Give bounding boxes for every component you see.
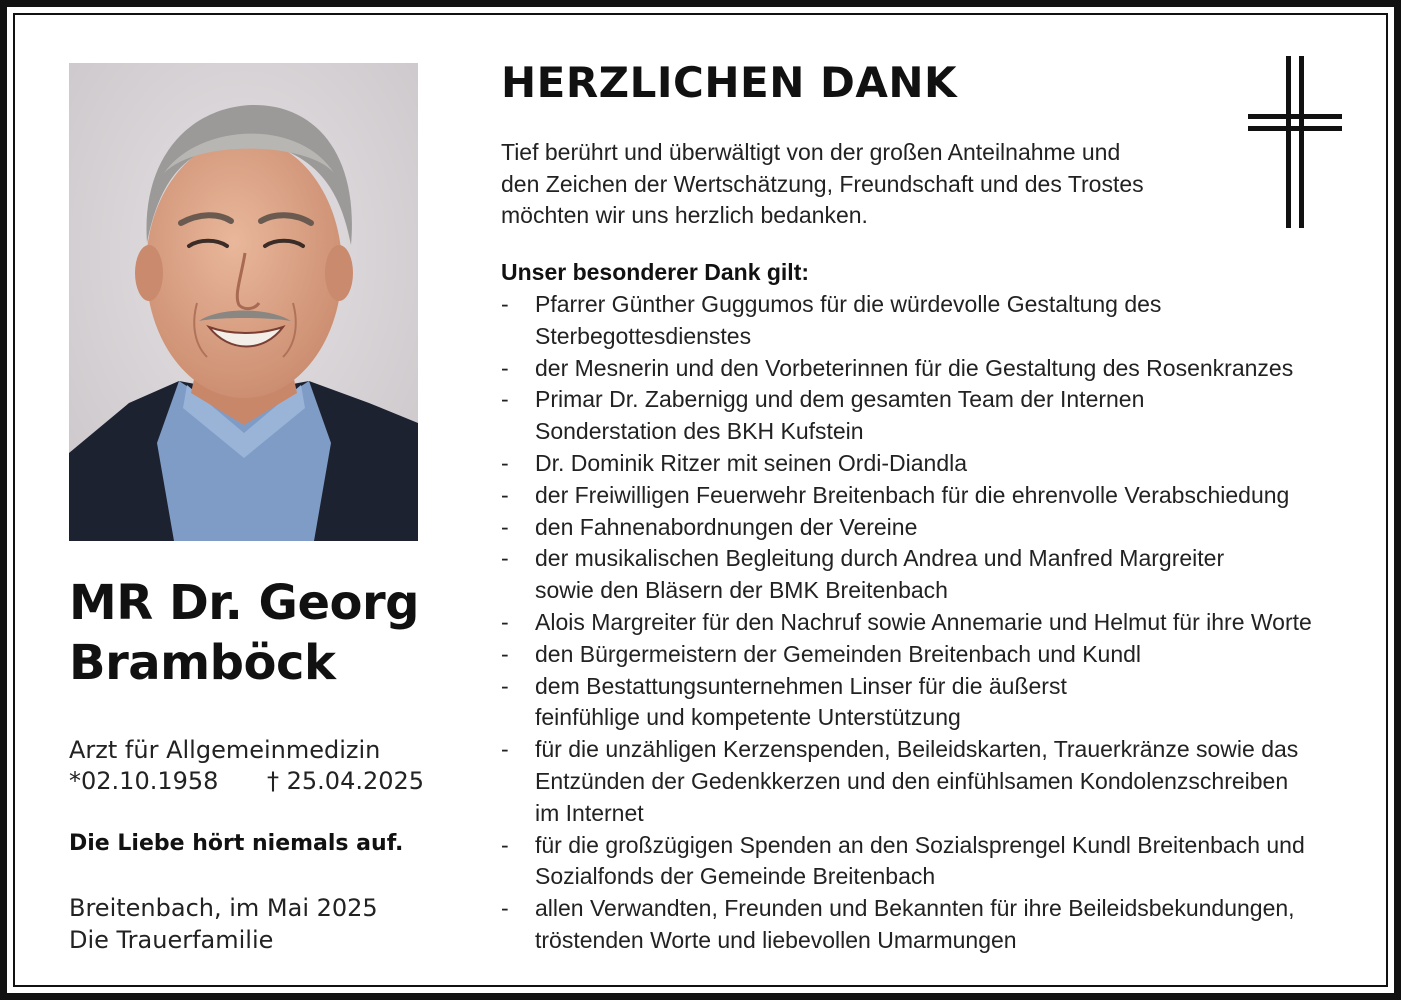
dash-bullet: - xyxy=(501,354,509,381)
dash-bullet: - xyxy=(501,736,509,763)
dash-bullet: - xyxy=(501,291,509,317)
page-title: HERZLICHEN DANK xyxy=(501,58,958,107)
list-item xyxy=(501,480,1361,512)
profession: Arzt für Allgemeinmedizin xyxy=(69,736,381,764)
life-dates xyxy=(69,766,425,796)
list-item-text: den Bürgermeistern der Gemeinden Breitenbach und Kundl xyxy=(535,640,1142,667)
list-item-text: Pfarrer Günther Guggumos für die würdevolle Gestaltung des xyxy=(535,291,1162,317)
list-item-text: den Fahnenabordnungen der Vereine xyxy=(535,513,918,540)
intro-line: Tief berührt und überwältigt von der großen Anteilnahme und xyxy=(501,139,1121,165)
thanks-heading: Unser besonderer Dank gilt: xyxy=(501,259,810,285)
dash-bullet: - xyxy=(501,481,509,508)
portrait-photo xyxy=(69,63,418,541)
dash-bullet: - xyxy=(501,545,509,572)
list-item-text: der Freiwilligen Feuerwehr Breitenbach für die ehrenvolle Verabschiedung xyxy=(535,481,1290,508)
list-item-text: Sonderstation des BKH Kufstein xyxy=(535,418,864,445)
deceased-name xyxy=(69,573,459,693)
list-item-text: für die unzähligen Kerzenspenden, Beileidskarten, Trauerkränze sowie das xyxy=(535,736,1299,763)
dash-bullet: - xyxy=(501,513,509,540)
dash-bullet: - xyxy=(501,640,509,667)
place-date: Breitenbach, im Mai 2025 xyxy=(69,894,378,922)
name-line-2: Bramböck xyxy=(69,635,336,691)
list-item-text: sowie den Bläsern der BMK Breitenbach xyxy=(535,577,948,604)
dash-bullet: - xyxy=(501,608,509,635)
list-item xyxy=(501,448,1361,480)
list-item-text: im Internet xyxy=(535,799,644,826)
intro-paragraph xyxy=(501,137,1201,232)
name-line-1: MR Dr. Georg xyxy=(69,575,420,631)
list-item xyxy=(501,671,1361,735)
list-item xyxy=(501,289,1361,353)
list-item xyxy=(501,607,1361,639)
list-item-text: dem Bestattungsunternehmen Linser für die äußerst xyxy=(535,672,1067,699)
intro-line: den Zeichen der Wertschätzung, Freundschaft und des Trostes xyxy=(501,170,1144,197)
signature: Die Trauerfamilie xyxy=(69,926,274,954)
list-item-text: der musikalischen Begleitung durch Andrea und Manfred Margreiter xyxy=(535,545,1225,572)
thanks-list xyxy=(501,289,1361,957)
list-item-text: feinfühlige und kompetente Unterstützung xyxy=(535,704,961,731)
list-item xyxy=(501,512,1361,544)
list-item-text: tröstenden Worte und liebevollen Umarmungen xyxy=(535,926,1017,953)
intro-line: möchten wir uns herzlich bedanken. xyxy=(501,202,868,228)
list-item xyxy=(501,734,1361,829)
list-item-text: Entzünden der Gedenkkerzen und den einfühlsamen Kondolenzschreiben xyxy=(535,767,1289,794)
motto: Die Liebe hört niemals auf. xyxy=(69,831,404,856)
list-item-text: allen Verwandten, Freunden und Bekannten für ihre Beileidsbekundungen, xyxy=(535,895,1295,922)
list-item-text: der Mesnerin und den Vorbeterinnen für die Gestaltung des Rosenkranzes xyxy=(535,354,1294,381)
cross-icon xyxy=(1248,56,1342,228)
dash-bullet: - xyxy=(501,895,509,922)
dash-bullet: - xyxy=(501,449,509,476)
list-item xyxy=(501,384,1361,448)
death-date: † 25.04.2025 xyxy=(267,767,425,795)
list-item xyxy=(501,893,1361,957)
dash-bullet: - xyxy=(501,672,509,699)
list-item-text: für die großzügigen Spenden an den Sozialsprengel Kundl Breitenbach und xyxy=(535,831,1305,858)
birth-date: *02.10.1958 xyxy=(69,767,219,795)
list-item xyxy=(501,353,1361,385)
list-item-text: Primar Dr. Zabernigg und dem gesamten Team der Internen xyxy=(535,386,1145,413)
list-item xyxy=(501,639,1361,671)
list-item-text: Sozialfonds der Gemeinde Breitenbach xyxy=(535,863,936,890)
list-item xyxy=(501,830,1361,894)
dash-bullet: - xyxy=(501,831,509,858)
list-item-text: Alois Margreiter für den Nachruf sowie Annemarie und Helmut für ihre Worte xyxy=(535,608,1312,635)
list-item-text: Dr. Dominik Ritzer mit seinen Ordi-Diandla xyxy=(535,449,968,476)
dash-bullet: - xyxy=(501,386,509,413)
list-item-text: Sterbegottesdienstes xyxy=(535,322,752,349)
list-item xyxy=(501,543,1361,607)
